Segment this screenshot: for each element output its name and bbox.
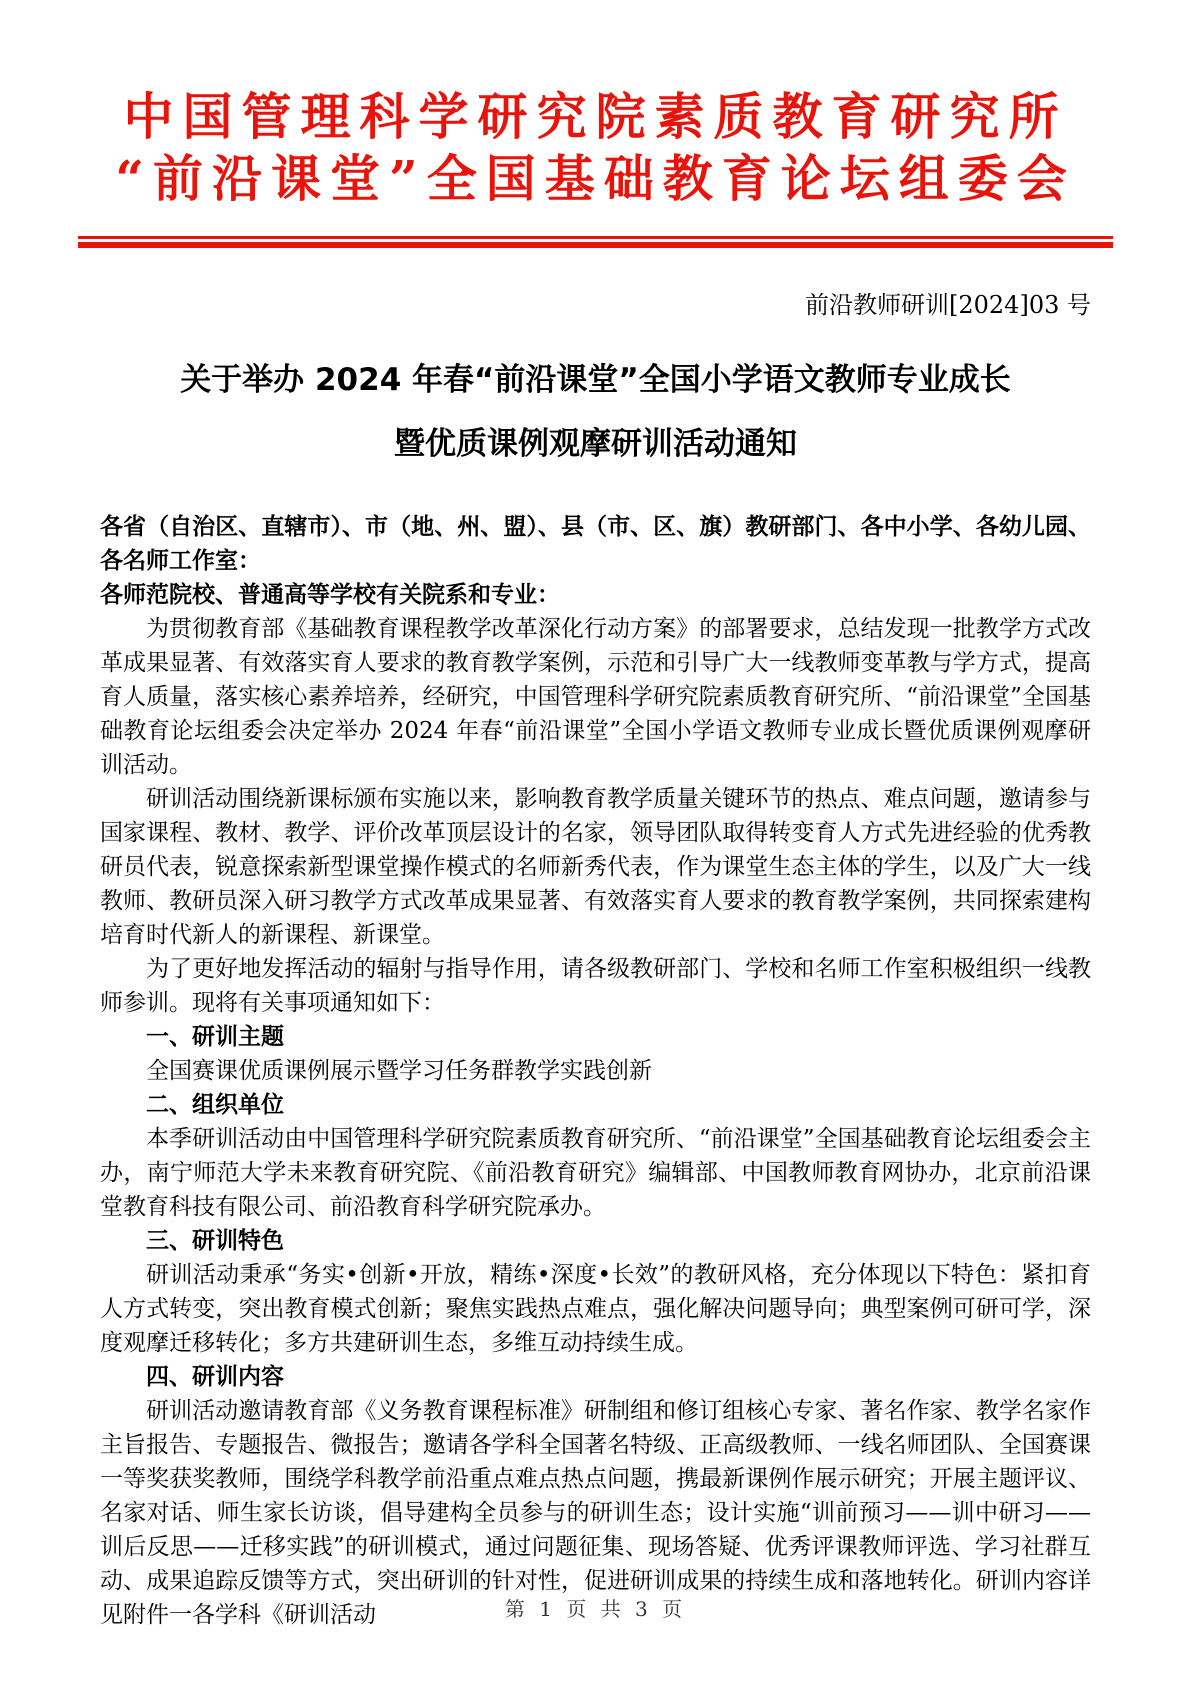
document-body [100, 510, 1091, 1632]
doc-number: 前沿教师研训[2024]03 号 [805, 291, 1091, 319]
letterhead-line2: “前沿课堂”全国基础教育论坛组委会 [115, 149, 1076, 208]
section-heading: 一、研训主题 [146, 1024, 284, 1050]
letterhead-rule [78, 236, 1113, 248]
section-heading: 三、研训特色 [146, 1228, 284, 1254]
paragraph: 研训活动秉承“务实•创新•开放，精练•深度•长效”的教研风格，充分体现以下特色：紧扣育人方式转变，突出教育模式创新；聚焦实践热点难点，强化解决问题导向；典型案例可研可学，深度观摩迁移转化；多方共建研训生态，多维互动持续生成。 [100, 1262, 1091, 1356]
letterhead-rule-thick [78, 242, 1113, 248]
paragraph: 为了更好地发挥活动的辐射与指导作用，请各级教研部门、学校和名师工作室积极组织一线教师参训。现将有关事项通知如下： [100, 956, 1091, 1016]
paragraph: 研训活动围绕新课标颁布实施以来，影响教育教学质量关键环节的热点、难点问题，邀请参与国家课程、教材、教学、评价改革顶层设计的名家，领导团队取得转变育人方式先进经验的优秀教研员代表，锐意探索新型课堂操作模式的名师新秀代表，作为课堂生态主体的学生，以及广大一线教师、教研员深入研习教学方式改革成果显著、有效落实育人要求的教育教学案例，共同探索建构培育时代新人的新课程、新课堂。 [100, 786, 1091, 948]
doc-title [100, 348, 1091, 476]
paragraph: 为贯彻教育部《基础教育课程教学改革深化行动方案》的部署要求，总结发现一批教学方式改革成果显著、有效落实育人要求的教育教学案例，示范和引导广大一线教师变革教与学方式，提高育人质量，落实核心素养培养，经研究，中国管理科学研究院素质教育研究所、“前沿课堂”全国基础教育论坛组委会决定举办 2024 年春“前沿课堂”全国小学语文教师专业成长暨优质课例观摩研训活动。 [100, 616, 1091, 778]
paragraph: 本季研训活动由中国管理科学研究院素质教育研究所、“前沿课堂”全国基础教育论坛组委会主办，南宁师范大学未来教育研究院、《前沿教育研究》编辑部、中国教师教育网协办，北京前沿课堂教育科技有限公司、前沿教育科学研究院承办。 [100, 1126, 1091, 1220]
page-footer: 第 1 页 共 3 页 [504, 1597, 687, 1621]
paragraph: 研训活动邀请教育部《义务教育课程标准》研制组和修订组核心专家、著名作家、教学名家作主旨报告、专题报告、微报告；邀请各学科全国著名特级、正高级教师、一线名师团队、全国赛课一等奖获奖教师，围绕学科教学前沿重点难点热点问题，携最新课例作展示研究；开展主题评议、名家对话、师生家长访谈，倡导建构全员参与的研训生态；设计实施“训前预习——训中研习——训后反思——迁移实践”的研训模式，通过问题征集、现场答疑、优秀评课教师评选、学习社群互动、成果追踪反馈等方式，突出研训的针对性，促进研训成果的持续生成和落地转化。研训内容详见附件一各学科《研训活动 [100, 1398, 1091, 1628]
letterhead-line1: 中国管理科学研究院素质教育研究所 [123, 87, 1068, 146]
section-heading: 二、组织单位 [146, 1092, 284, 1118]
address-line: 各师范院校、普通高等学校有关院系和专业： [100, 582, 560, 608]
doc-title-line2: 暨优质课例观摩研训活动通知 [394, 426, 797, 462]
letterhead [100, 86, 1091, 210]
doc-title-line1: 关于举办 2024 年春“前沿课堂”全国小学语文教师专业成长 [180, 362, 1011, 398]
address-line: 各省（自治区、直辖市）、市（地、州、盟）、县（市、区、旗）教研部门、各中小学、各幼儿园、各名师工作室： [100, 514, 1091, 574]
paragraph: 全国赛课优质课例展示暨学习任务群教学实践创新 [146, 1058, 652, 1084]
section-heading: 四、研训内容 [146, 1364, 284, 1390]
letterhead-rule-thin [78, 236, 1113, 239]
